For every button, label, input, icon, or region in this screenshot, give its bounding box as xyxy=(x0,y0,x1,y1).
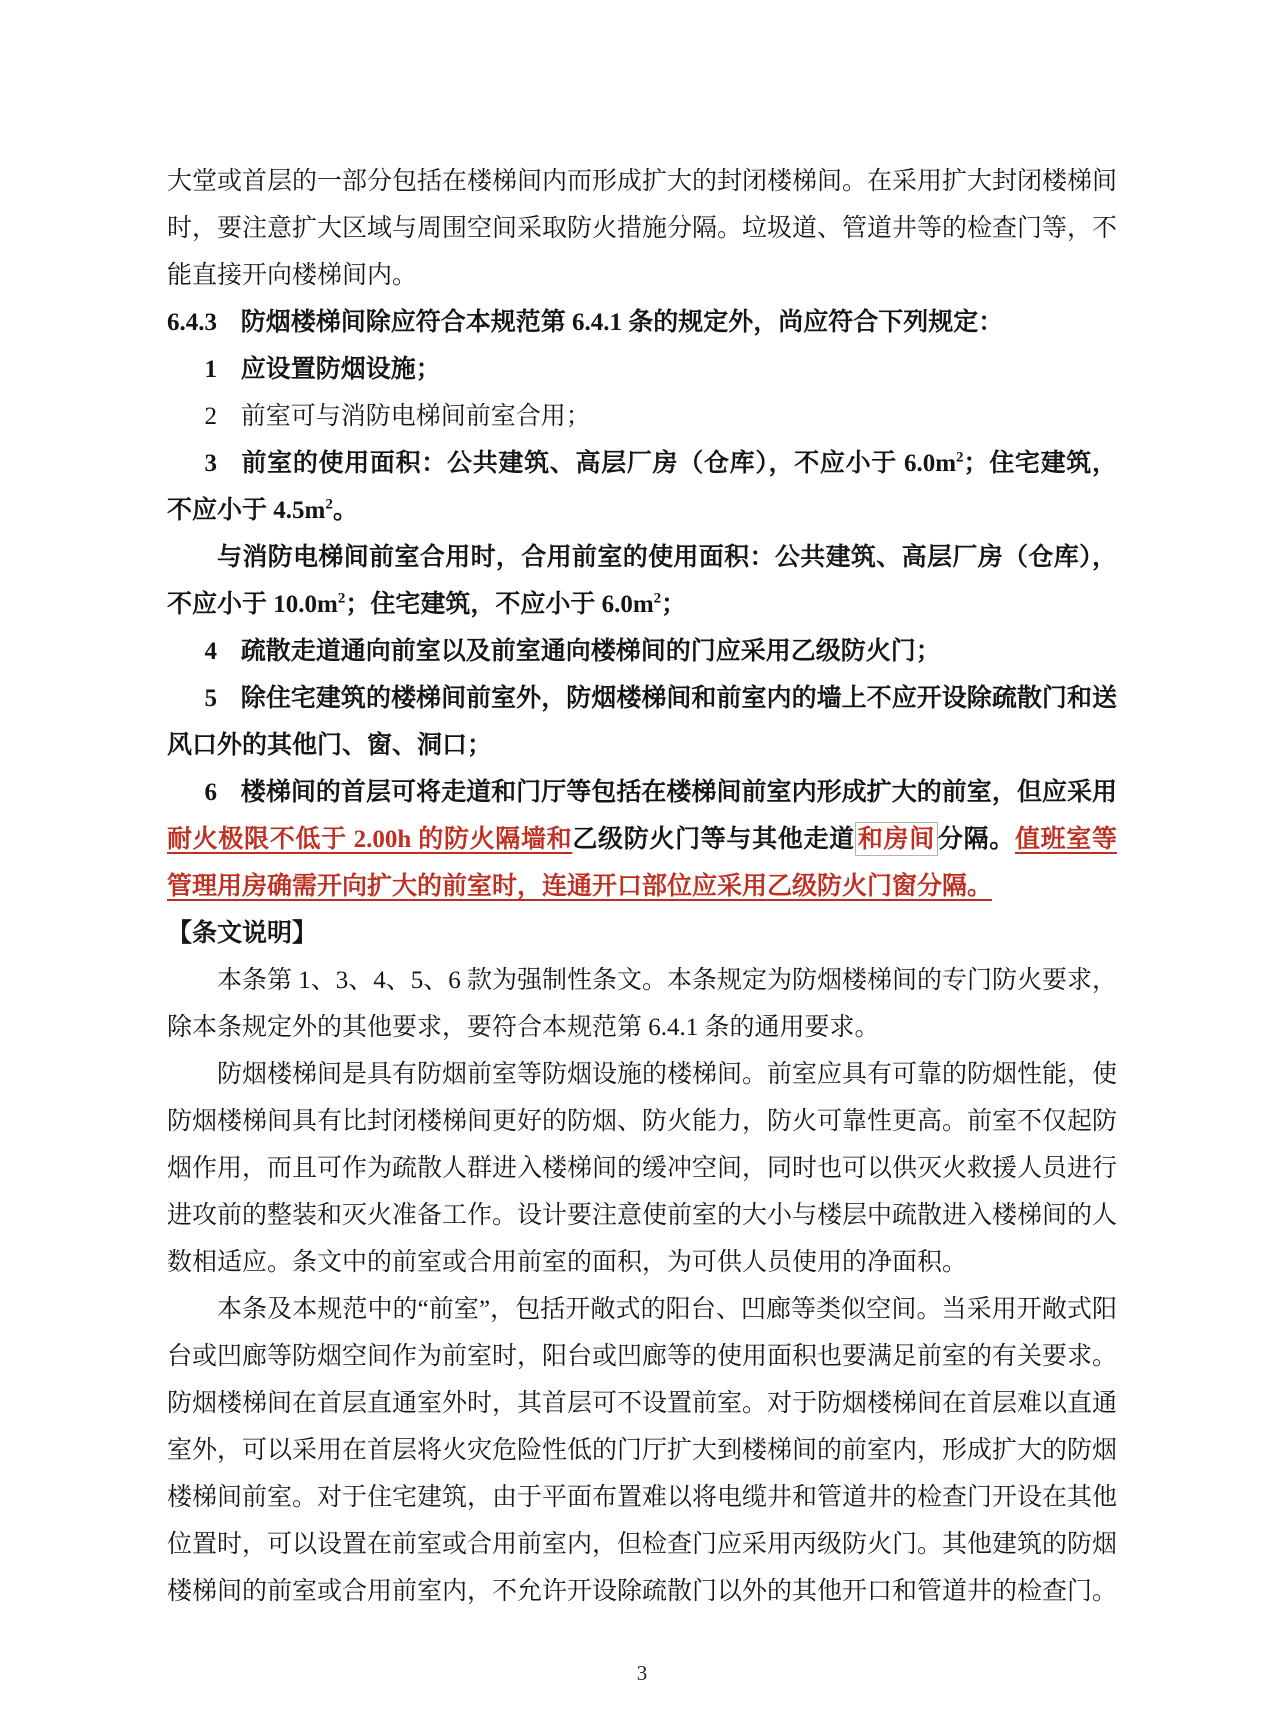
text-run: 大堂或首层的一部分包括在楼梯间内而形成扩大的封闭楼梯间。在采用扩大封闭楼梯间时，要注意扩大区域与周围空间采取防火措施分隔。垃圾道、管道井等的检查门等，不能直接开向楼梯间内。 xyxy=(167,168,1118,289)
commentary-para-3 xyxy=(167,1286,1117,1615)
clause-number: 6 xyxy=(204,779,217,806)
text-run: 除住宅建筑的楼梯间前室外，防烟楼梯间和前室内的墙上不应开设除疏散门和送风口外的其他门、窗、洞口； xyxy=(167,685,1117,759)
clause-number: 4 xyxy=(204,638,217,665)
superscript: 2 xyxy=(653,590,662,607)
text-run: ；住宅建筑，不应小于 6.0m xyxy=(345,591,654,618)
clause-item-1 xyxy=(167,346,1117,393)
clause-number: 1 xyxy=(204,356,217,383)
text-run: ； xyxy=(661,591,687,618)
superscript: 2 xyxy=(325,496,333,513)
text-run: 应设置防烟设施； xyxy=(240,356,441,383)
superscript: 2 xyxy=(337,590,346,607)
clause-item-2 xyxy=(167,393,1117,440)
superscript: 2 xyxy=(956,449,964,466)
clause-number: 3 xyxy=(204,450,217,477)
text-run: 防烟楼梯间是具有防烟前室等防烟设施的楼梯间。前室应具有可靠的防烟性能，使防烟楼梯间具有比封闭楼梯间更好的防烟、防火能力，防火可靠性更高。前室不仅起防烟作用，而且可作为疏散人群进入楼梯间的缓冲空间，同时也可以供灭火救援人员进行进攻前的整装和灭火准备工作。设计要注意使前室的大小与楼层中疏散进入楼梯间的人数相适应。条文中的前室或合用前室的面积，为可供人员使用的净面积。 xyxy=(167,1061,1118,1276)
text-run: 防烟楼梯间除应符合本规范第 6.4.1 条的规定外，尚应符合下列规定： xyxy=(240,309,1004,336)
clause-number: 2 xyxy=(204,403,217,430)
clause-number: 6.4.3 xyxy=(167,309,217,336)
text-run: 前室的使用面积：公共建筑、高层厂房（仓库），不应小于 6.0m xyxy=(240,450,957,477)
text-run: 疏散走道通向前室以及前室通向楼梯间的门应采用乙级防火门； xyxy=(240,638,941,665)
document-body xyxy=(167,158,1117,1615)
commentary-para-1 xyxy=(167,957,1117,1051)
clause-number: 5 xyxy=(204,685,217,712)
clause-item-4 xyxy=(167,628,1117,675)
commentary-para-2 xyxy=(167,1051,1117,1286)
commentary-heading xyxy=(167,910,1117,957)
clause-item-5 xyxy=(167,675,1117,769)
text-run: 前室可与消防电梯间前室合用； xyxy=(240,403,591,430)
clause-item-3 xyxy=(167,440,1117,534)
text-run: 本条第 1、3、4、5、6 款为强制性条文。本条规定为防烟楼梯间的专门防火要求，除本条规定外的其他要求，要符合本规范第 6.4.1 条的通用要求。 xyxy=(167,967,1118,1041)
para-continuation xyxy=(167,158,1117,299)
text-run: 。 xyxy=(332,497,358,524)
text-run: 分隔。 xyxy=(937,826,1015,853)
clause-item-6 xyxy=(167,769,1117,910)
clause-6-4-3-heading xyxy=(167,299,1117,346)
text-run: 【条文说明】 xyxy=(167,920,318,947)
page-number: 3 xyxy=(636,1661,648,1685)
text-run: 乙级防火门等与其他走道 xyxy=(572,826,855,853)
revision-text-run: 值班室等管理用房确需开向扩大的前室时，连通开口部位应采用乙级防火门窗分隔。 xyxy=(167,826,1117,900)
text-run: 与消防电梯间前室合用时，合用前室的使用面积：公共建筑、高层厂房（仓库），不应小于 10.0m xyxy=(167,544,1117,618)
text-run: ；住宅建筑，不应小于 4.5m xyxy=(167,450,1117,524)
text-run: 本条及本规范中的“前室”，包括开敞式的阳台、凹廊等类似空间。当采用开敞式阳台或凹廊等防烟空间作为前室时，阳台或凹廊等的使用面积也要满足前室的有关要求。防烟楼梯间在首层直通室外时，其首层可不设置前室。对于防烟楼梯间在首层难以直通室外，可以采用在首层将火灾危险性低的门厅扩大到楼梯间的前室内，形成扩大的防烟楼梯间前室。对于住宅建筑，由于平面布置难以将电缆井和管道井的检查门开设在其他位置时，可以设置在前室或合用前室内，但检查门应采用丙级防火门。其他建筑的防烟楼梯间的前室或合用前室内，不允许开设除疏散门以外的其他开口和管道井的检查门。 xyxy=(167,1296,1118,1605)
page-footer xyxy=(167,1660,1117,1686)
revision-text-run: 耐火极限不低于 2.00h 的防火隔墙和 xyxy=(167,826,573,853)
text-run: 楼梯间的首层可将走道和门厅等包括在楼梯间前室内形成扩大的前室，但应采用 xyxy=(240,779,1117,806)
clause-item-3-shared-lobby xyxy=(167,534,1117,628)
revision-inserted-text: 和房间 xyxy=(855,822,938,856)
